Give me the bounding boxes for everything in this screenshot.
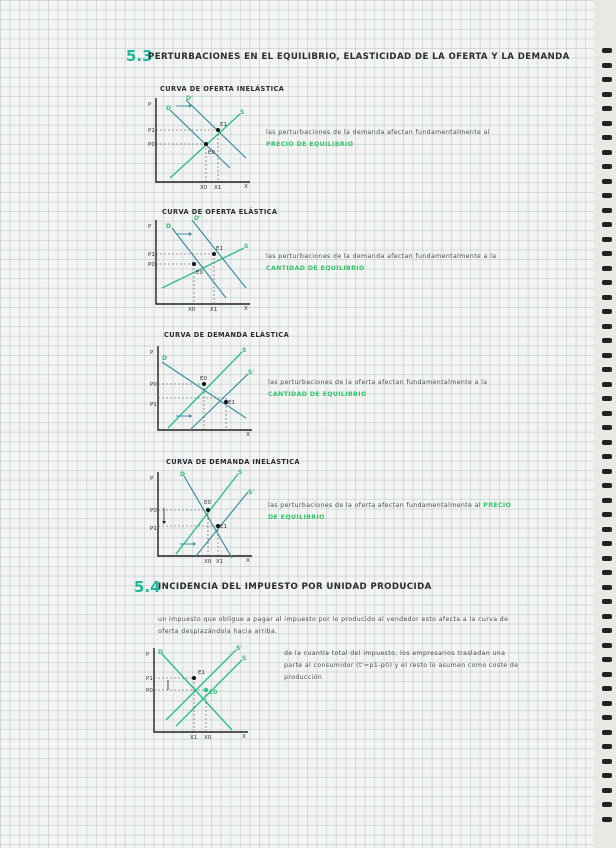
svg-text:X: X <box>242 734 246 740</box>
p0-label: P0 <box>148 142 155 148</box>
binding-hole <box>602 440 612 445</box>
binding-hole <box>602 730 612 735</box>
svg-text:E1: E1 <box>198 670 205 676</box>
svg-text:P: P <box>146 652 150 658</box>
tax-note-text: de la cuantía total del impuesto, los empresarios trasladan una parte al consumidor (t'=p1-p0) y el resto lo asumen como coste de producción <box>284 650 519 681</box>
svg-text:D': D' <box>194 215 201 222</box>
binding-hole <box>602 77 612 82</box>
binding-hole <box>602 251 612 256</box>
graph-oferta-elastica <box>148 215 258 313</box>
binding-hole <box>602 686 612 691</box>
section-number-5-3: 5.3 <box>126 47 153 65</box>
binding-hole <box>602 92 612 97</box>
svg-text:S: S <box>242 655 247 662</box>
binding-hole <box>602 309 612 314</box>
svg-text:S': S' <box>236 645 243 652</box>
binding-hole <box>602 570 612 575</box>
binding-hole <box>602 512 612 517</box>
binding-hole <box>602 599 612 604</box>
svg-text:D: D <box>166 223 171 230</box>
highlight-precio-equilibrio: PRECIO DE EQUILIBRIO <box>266 141 354 148</box>
binding-hole <box>602 425 612 430</box>
svg-text:E1: E1 <box>220 524 227 530</box>
svg-text:D: D <box>162 355 167 362</box>
eq1-label: E1 <box>220 122 227 128</box>
svg-text:P1: P1 <box>150 402 157 408</box>
binding-hole <box>602 527 612 532</box>
case-title-demanda-elastica: CURVA DE DEMANDA ELÁSTICA <box>164 331 290 339</box>
binding-hole <box>602 498 612 503</box>
binding-hole <box>602 179 612 184</box>
binding-hole <box>602 701 612 706</box>
binding-hole <box>602 63 612 68</box>
quantity-axis-label: X <box>244 184 248 190</box>
binding-hole <box>602 396 612 401</box>
binding-hole <box>602 715 612 720</box>
graph-demanda-inelastica <box>150 470 260 565</box>
svg-text:X0: X0 <box>204 559 212 565</box>
svg-text:X1: X1 <box>210 307 218 313</box>
svg-text:X: X <box>246 432 250 438</box>
svg-text:E1: E1 <box>216 246 223 252</box>
price-axis-label: P <box>148 102 152 108</box>
svg-text:P0: P0 <box>150 382 157 388</box>
binding-hole <box>602 657 612 662</box>
case-description-4: las perturbaciones de la oferta afectan fundamentalmente al PRECIO DE EQUILIBRIO <box>268 502 512 521</box>
binding-hole <box>602 614 612 619</box>
spiral-binding <box>594 0 616 848</box>
binding-hole <box>602 672 612 677</box>
binding-hole <box>602 193 612 198</box>
binding-hole <box>602 773 612 778</box>
graph-oferta-inelastica <box>148 96 258 191</box>
binding-hole <box>602 324 612 329</box>
binding-hole <box>602 150 612 155</box>
binding-hole <box>602 585 612 590</box>
binding-hole <box>602 817 612 822</box>
binding-hole <box>602 802 612 807</box>
case-description-1: las perturbaciones de la demanda afectan fundamentalmente al PRECIO DE EQUILIBRIO <box>266 129 490 148</box>
demand-shifted-label: D' <box>186 95 193 102</box>
case-title-oferta-inelastica: CURVA DE OFERTA INELÁSTICA <box>160 85 285 93</box>
binding-hole <box>602 556 612 561</box>
binding-hole <box>602 643 612 648</box>
binding-hole <box>602 164 612 169</box>
svg-text:P1: P1 <box>150 526 157 532</box>
svg-text:S: S <box>238 469 243 476</box>
demand-curve <box>172 228 226 298</box>
svg-text:P: P <box>150 350 154 356</box>
supply-shifted-curve <box>166 650 236 720</box>
binding-hole <box>602 628 612 633</box>
svg-text:P0: P0 <box>150 508 157 514</box>
case-description-3: las perturbaciones de la oferta afectan fundamentalmente a la CANTIDAD DE EQUILIBRIO <box>268 379 488 398</box>
graph-demanda-elastica <box>150 344 260 439</box>
binding-hole <box>602 121 612 126</box>
svg-text:P: P <box>150 476 154 482</box>
x1-label: X1 <box>214 185 222 191</box>
svg-text:S': S' <box>248 369 255 376</box>
binding-hole <box>602 469 612 474</box>
svg-text:X: X <box>246 558 250 564</box>
svg-text:P0: P0 <box>148 262 155 268</box>
svg-text:E0: E0 <box>204 500 211 506</box>
svg-text:E1: E1 <box>228 400 235 406</box>
binding-hole <box>602 483 612 488</box>
x0-label: X0 <box>200 185 208 191</box>
section-title-5-4: INCIDENCIA DEL IMPUESTO POR UNIDAD PRODUCIDA <box>158 582 432 592</box>
binding-hole <box>602 280 612 285</box>
binding-hole <box>602 237 612 242</box>
svg-text:D: D <box>180 471 185 478</box>
supply-shifted-curve <box>190 374 248 430</box>
supply-curve <box>170 114 240 178</box>
binding-hole <box>602 295 612 300</box>
svg-text:P1: P1 <box>148 252 155 258</box>
svg-text:S: S <box>244 243 249 250</box>
binding-hole <box>602 353 612 358</box>
eq0-label: E0 <box>208 150 215 156</box>
svg-text:S': S' <box>248 489 255 496</box>
binding-hole <box>602 411 612 416</box>
demand-label: D <box>166 105 171 112</box>
binding-hole <box>602 541 612 546</box>
svg-text:X1: X1 <box>190 735 198 741</box>
binding-hole <box>602 759 612 764</box>
binding-hole <box>602 135 612 140</box>
binding-hole <box>602 106 612 111</box>
binding-hole <box>602 266 612 271</box>
binding-hole <box>602 48 612 53</box>
svg-text:P0: P0 <box>146 688 153 694</box>
demand-curve <box>184 476 232 558</box>
case-title-demanda-inelastica: CURVA DE DEMANDA INELÁSTICA <box>166 458 300 466</box>
svg-text:S: S <box>242 347 247 354</box>
binding-hole <box>602 382 612 387</box>
section-title-5-3: PERTURBACIONES EN EL EQUILIBRIO, ELASTICIDAD DE LA OFERTA Y LA DEMANDA <box>148 52 570 62</box>
binding-hole <box>602 744 612 749</box>
binding-hole <box>602 454 612 459</box>
demand-shifted-curve <box>186 100 246 158</box>
svg-text:X: X <box>244 306 248 312</box>
binding-hole <box>602 338 612 343</box>
svg-text:E0: E0 <box>209 689 218 696</box>
svg-text:E0: E0 <box>200 376 207 382</box>
svg-text:X0: X0 <box>188 307 196 313</box>
svg-text:X1: X1 <box>216 559 224 565</box>
p1-label: P1 <box>148 128 155 134</box>
svg-text:E0: E0 <box>196 270 203 276</box>
tax-intro-text: un impuesto que obligue a pagar al impuesto por lo producido al vendedor esto afecta a la curva de oferta desplazándola hacia arriba. <box>158 616 509 635</box>
binding-hole <box>602 788 612 793</box>
binding-hole <box>602 208 612 213</box>
binding-hole <box>602 367 612 372</box>
svg-text:P: P <box>148 224 152 230</box>
svg-text:D: D <box>158 649 163 656</box>
demand-curve <box>170 110 230 168</box>
binding-hole <box>602 222 612 227</box>
svg-text:X0: X0 <box>204 735 212 741</box>
supply-label: S <box>240 109 245 116</box>
case-description-2: las perturbaciones de la demanda afectan fundamentalmente a la CANTIDAD DE EQUILIBRIO <box>266 253 497 272</box>
case-title-oferta-elastica: CURVA DE OFERTA ELÁSTICA <box>162 208 278 216</box>
svg-text:P1: P1 <box>146 676 153 682</box>
section-number-5-4: 5.4 <box>134 578 161 596</box>
graph-tax-incidence <box>146 646 256 741</box>
